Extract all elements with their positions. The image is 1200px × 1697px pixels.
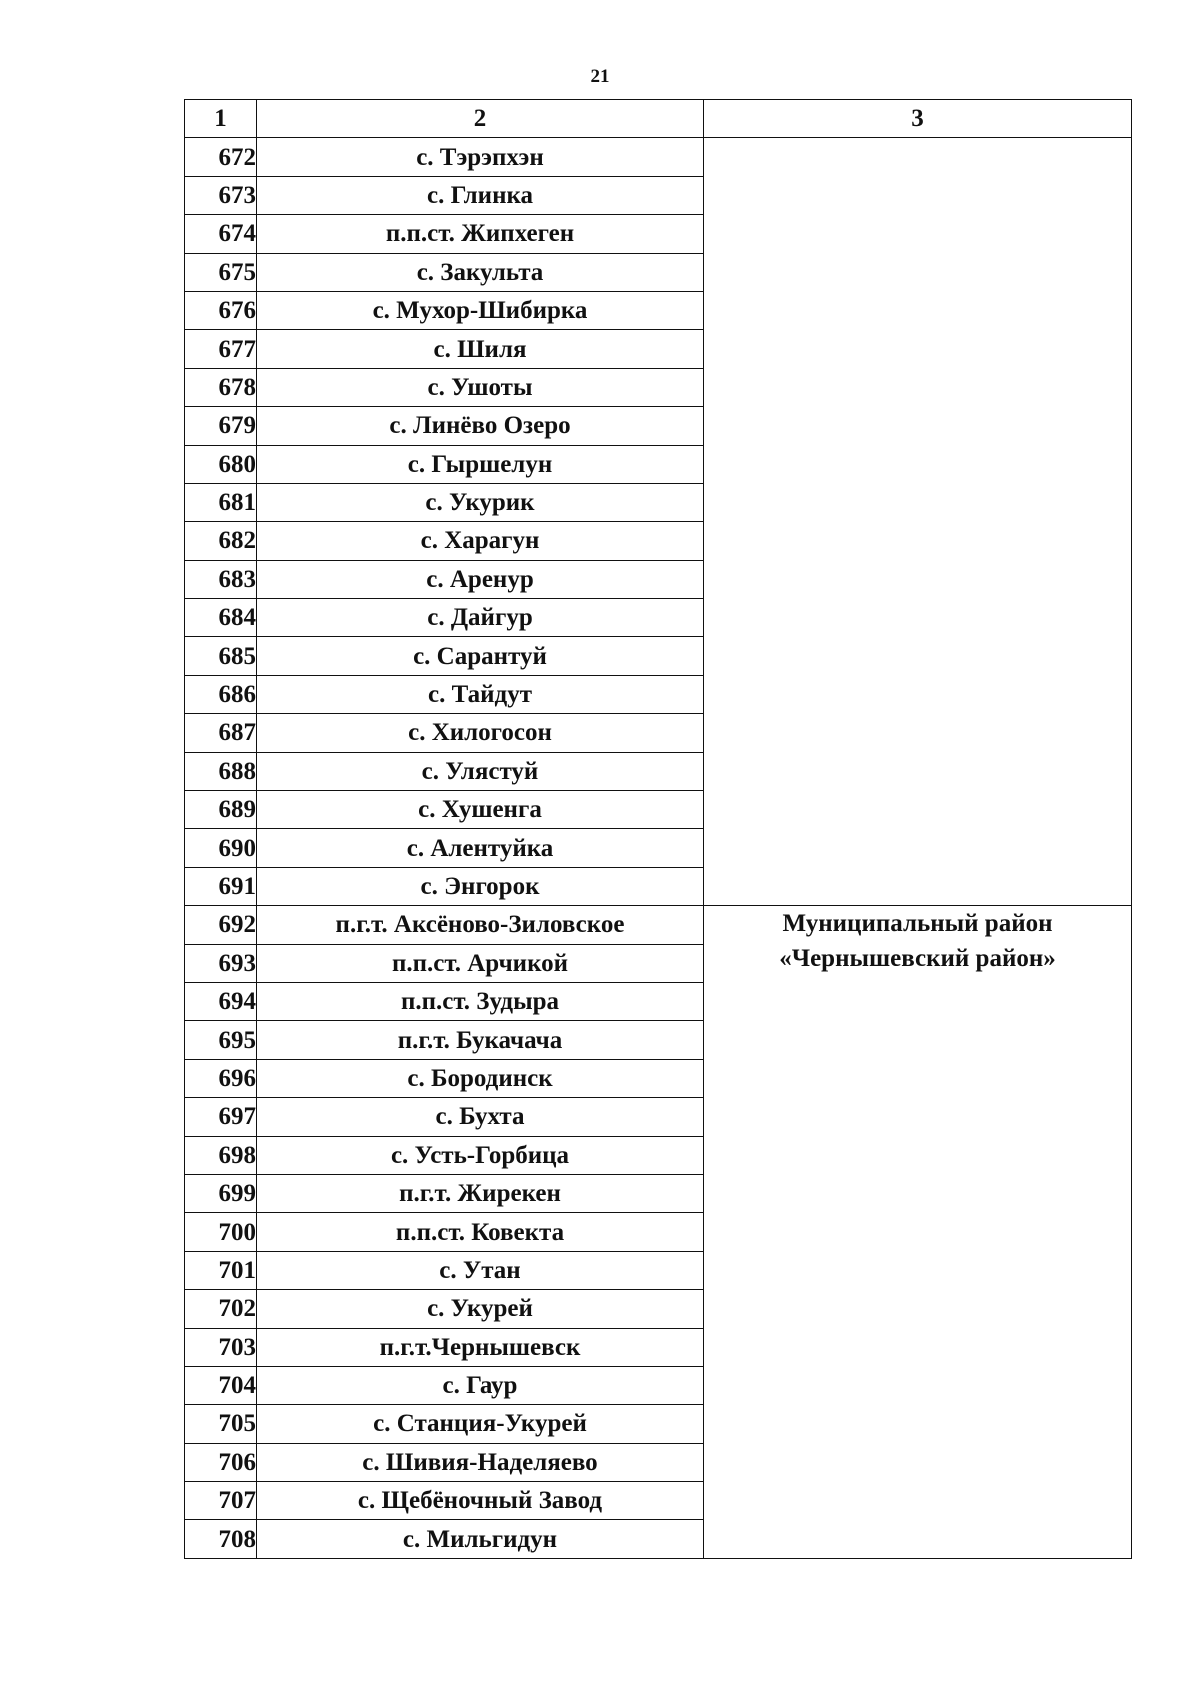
- row-number: 696: [185, 1059, 257, 1097]
- settlement-name: с. Мильгидун: [257, 1520, 704, 1558]
- settlement-name: с. Шивия-Наделяево: [257, 1443, 704, 1481]
- row-number: 690: [185, 829, 257, 867]
- settlement-name: с. Линёво Озеро: [257, 407, 704, 445]
- settlement-name: с. Улястуй: [257, 752, 704, 790]
- settlement-name: с. Станция-Укурей: [257, 1405, 704, 1443]
- settlement-name: с. Усть-Горбица: [257, 1136, 704, 1174]
- row-number: 697: [185, 1098, 257, 1136]
- row-number: 708: [185, 1520, 257, 1558]
- row-number: 700: [185, 1213, 257, 1251]
- row-number: 707: [185, 1482, 257, 1520]
- settlement-name: с. Закульта: [257, 253, 704, 291]
- settlement-name: с. Хилогосон: [257, 714, 704, 752]
- row-number: 675: [185, 253, 257, 291]
- settlement-name: с. Щебёночный Завод: [257, 1482, 704, 1520]
- settlement-name: с. Бородинск: [257, 1059, 704, 1097]
- row-number: 693: [185, 944, 257, 982]
- row-number: 704: [185, 1366, 257, 1404]
- settlement-name: п.г.т. Жирекен: [257, 1174, 704, 1212]
- row-number: 676: [185, 291, 257, 329]
- page-number: 21: [590, 66, 610, 87]
- row-number: 698: [185, 1136, 257, 1174]
- row-number: 680: [185, 445, 257, 483]
- settlement-name: с. Алентуйка: [257, 829, 704, 867]
- settlement-name: п.п.ст. Зудыра: [257, 982, 704, 1020]
- settlement-name: с. Энгорок: [257, 867, 704, 905]
- row-number: 679: [185, 407, 257, 445]
- settlement-name: п.п.ст. Арчикой: [257, 944, 704, 982]
- row-number: 673: [185, 176, 257, 214]
- settlement-name: с. Укурей: [257, 1290, 704, 1328]
- table-row: [185, 906, 1132, 944]
- row-number: 682: [185, 522, 257, 560]
- row-number: 701: [185, 1251, 257, 1289]
- settlement-name: п.п.ст. Жипхеген: [257, 215, 704, 253]
- settlement-name: с. Ушоты: [257, 368, 704, 406]
- district-name-line1: Муниципальный район: [782, 910, 1053, 938]
- header-col-1: 1: [185, 100, 257, 138]
- settlement-name: п.г.т.Чернышевск: [257, 1328, 704, 1366]
- row-number: 694: [185, 982, 257, 1020]
- settlements-table: [184, 99, 1132, 1559]
- settlement-name: с. Тайдут: [257, 675, 704, 713]
- settlement-name: с. Гыршелун: [257, 445, 704, 483]
- header-col-2: 2: [257, 100, 704, 138]
- settlement-name: с. Утан: [257, 1251, 704, 1289]
- settlement-name: с. Сарантуй: [257, 637, 704, 675]
- row-number: 685: [185, 637, 257, 675]
- settlement-name: с. Аренур: [257, 560, 704, 598]
- row-number: 703: [185, 1328, 257, 1366]
- row-number: 674: [185, 215, 257, 253]
- settlement-name: п.г.т. Аксёново-Зиловское: [257, 906, 704, 944]
- settlement-name: п.п.ст. Ковекта: [257, 1213, 704, 1251]
- settlement-name: с. Мухор-Шибирка: [257, 291, 704, 329]
- row-number: 699: [185, 1174, 257, 1212]
- row-number: 695: [185, 1021, 257, 1059]
- settlement-name: с. Харагун: [257, 522, 704, 560]
- row-number: 678: [185, 368, 257, 406]
- header-col-3: 3: [704, 100, 1132, 138]
- row-number: 684: [185, 599, 257, 637]
- table-row: [185, 138, 1132, 176]
- row-number: 702: [185, 1290, 257, 1328]
- settlement-name: с. Тэрэпхэн: [257, 138, 704, 176]
- settlement-name: с. Хушенга: [257, 791, 704, 829]
- header-row: [185, 100, 1132, 138]
- settlement-name: с. Глинка: [257, 176, 704, 214]
- row-number: 683: [185, 560, 257, 598]
- settlement-name: п.г.т. Букачача: [257, 1021, 704, 1059]
- row-number: 686: [185, 675, 257, 713]
- district-cell: [704, 906, 1132, 1559]
- row-number: 681: [185, 483, 257, 521]
- settlement-name: с. Гаур: [257, 1366, 704, 1404]
- row-number: 705: [185, 1405, 257, 1443]
- row-number: 687: [185, 714, 257, 752]
- settlement-name: с. Бухта: [257, 1098, 704, 1136]
- row-number: 691: [185, 867, 257, 905]
- settlement-name: с. Шиля: [257, 330, 704, 368]
- settlement-name: с. Укурик: [257, 483, 704, 521]
- row-number: 677: [185, 330, 257, 368]
- row-number: 688: [185, 752, 257, 790]
- district-name-line2: «Чернышевский район»: [779, 945, 1056, 973]
- row-number: 689: [185, 791, 257, 829]
- district-cell-previous: [704, 138, 1132, 906]
- settlement-name: с. Дайгур: [257, 599, 704, 637]
- row-number: 672: [185, 138, 257, 176]
- row-number: 706: [185, 1443, 257, 1481]
- row-number: 692: [185, 906, 257, 944]
